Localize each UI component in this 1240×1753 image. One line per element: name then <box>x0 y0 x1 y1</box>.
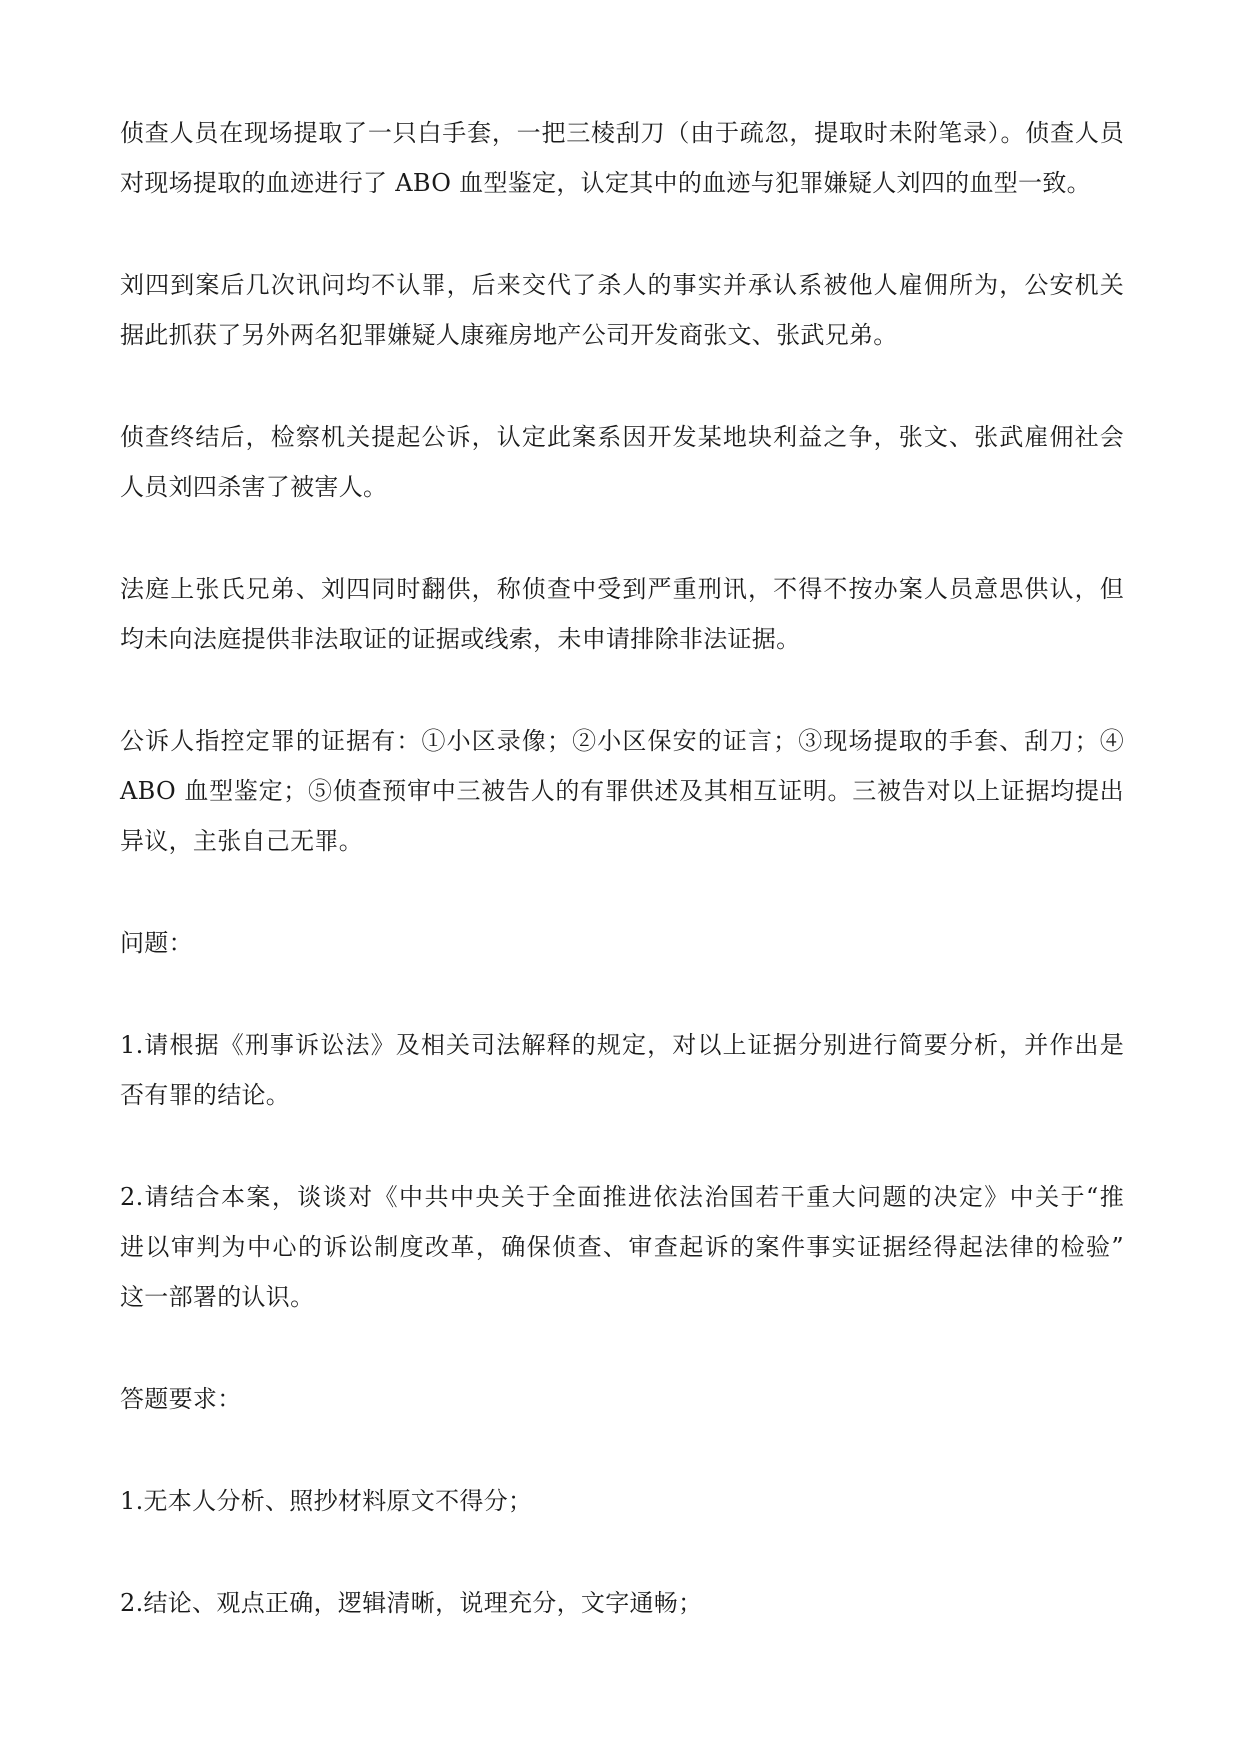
text-line: 问题： <box>120 929 193 957</box>
heading-questions <box>120 918 1124 968</box>
text-line: 进以审判为中心的诉讼制度改革，确保侦查、审查起诉的案件事实证据经得起法律的检验” <box>120 1233 1124 1261</box>
text-line: 1.请根据《刑事诉讼法》及相关司法解释的规定，对以上证据分别进行简要分析，并作出是 <box>120 1031 1124 1059</box>
text-line: 据此抓获了另外两名犯罪嫌疑人康雍房地产公司开发商张文、张武兄弟。 <box>120 321 898 349</box>
document-body <box>120 108 1124 1680</box>
text-line: 2.结论、观点正确，逻辑清晰，说理充分，文字通畅； <box>120 1589 703 1617</box>
requirement-1 <box>120 1476 1124 1526</box>
text-line: ABO 血型鉴定；⑤侦查预审中三被告人的有罪供述及其相互证明。三被告对以上证据均提出 <box>120 777 1124 805</box>
text-line: 答题要求： <box>120 1385 242 1413</box>
text-line: 侦查终结后，检察机关提起公诉，认定此案系因开发某地块利益之争，张文、张武雇佣社会 <box>120 423 1124 451</box>
paragraph-evidence-collection <box>120 108 1124 208</box>
text-line: 对现场提取的血迹进行了 ABO 血型鉴定，认定其中的血迹与犯罪嫌疑人刘四的血型一致。 <box>120 169 1091 197</box>
text-line: 1.无本人分析、照抄材料原文不得分； <box>120 1487 533 1515</box>
heading-answer-requirements <box>120 1374 1124 1424</box>
question-1 <box>120 1020 1124 1120</box>
text-line: 2.请结合本案，谈谈对《中共中央关于全面推进依法治国若干重大问题的决定》中关于“推 <box>120 1183 1124 1211</box>
paragraph-evidence-list <box>120 716 1124 866</box>
requirement-2 <box>120 1578 1124 1628</box>
text-line: 刘四到案后几次讯问均不认罪，后来交代了杀人的事实并承认系被他人雇佣所为，公安机关 <box>120 271 1124 299</box>
paragraph-confession <box>120 260 1124 360</box>
text-line: 公诉人指控定罪的证据有：①小区录像；②小区保安的证言；③现场提取的手套、刮刀；④ <box>120 727 1124 755</box>
text-line: 人员刘四杀害了被害人。 <box>120 473 388 501</box>
paragraph-prosecution <box>120 412 1124 512</box>
text-line: 法庭上张氏兄弟、刘四同时翻供，称侦查中受到严重刑讯，不得不按办案人员意思供认，但 <box>120 575 1124 603</box>
text-line: 异议，主张自己无罪。 <box>120 827 363 855</box>
question-2 <box>120 1172 1124 1322</box>
text-line: 这一部署的认识。 <box>120 1283 315 1311</box>
text-line: 否有罪的结论。 <box>120 1081 291 1109</box>
text-line: 均未向法庭提供非法取证的证据或线索，未申请排除非法证据。 <box>120 625 801 653</box>
text-line: 侦查人员在现场提取了一只白手套，一把三棱刮刀（由于疏忽，提取时未附笔录）。侦查人员 <box>120 119 1124 147</box>
paragraph-court-recant <box>120 564 1124 664</box>
